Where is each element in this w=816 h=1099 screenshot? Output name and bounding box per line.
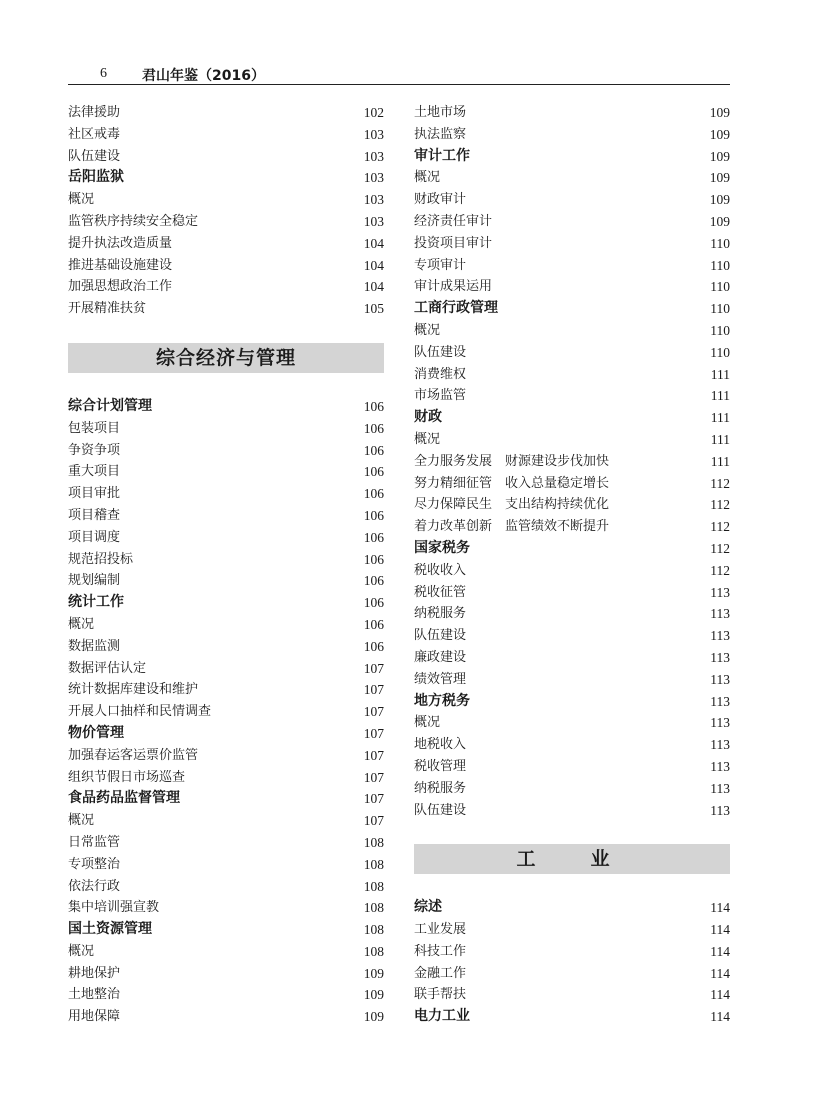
toc-entry-page: 105 (363, 301, 384, 317)
toc-entry-page: 110 (710, 301, 730, 317)
toc-entry-label: 法律援助 (68, 105, 121, 120)
toc-entry-page: 103 (363, 192, 384, 208)
toc-entry-label: 审计工作 (414, 147, 470, 164)
toc-entry-page: 106 (363, 638, 384, 654)
toc-entry-label: 社区戒毒 (68, 126, 121, 142)
toc-entry-label: 专项整治 (68, 856, 121, 872)
toc-entry (68, 189, 384, 211)
toc-entry (414, 647, 730, 669)
toc-entry-page: 109 (709, 213, 730, 229)
toc-entry (68, 963, 384, 985)
toc-entry-label: 电力工业 (414, 1008, 470, 1025)
toc-entry-page: 106 (363, 464, 384, 480)
toc-entry-page: 110 (710, 257, 730, 273)
toc-entry-label: 加强思想政治工作 (68, 279, 173, 295)
toc-entry (68, 1006, 384, 1028)
toc-entry (68, 124, 384, 146)
toc-entry-page: 113 (710, 649, 730, 665)
toc-section-heading (414, 146, 730, 168)
toc-entry-label: 纳税服务 (414, 780, 467, 796)
toc-entry-label: 食品药品监督管理 (68, 790, 180, 807)
toc-entry-page: 106 (363, 442, 384, 458)
toc-entry-label: 纳税服务 (414, 606, 467, 622)
toc-entry-label: 努力精细征管 收入总量稳定增长 (414, 475, 610, 491)
toc-entry-label: 队伍建设 (414, 628, 467, 644)
toc-entry (414, 364, 730, 386)
toc-entry-label: 项目调度 (68, 529, 121, 545)
toc-entry-page: 112 (710, 562, 730, 578)
toc-entry (414, 756, 730, 778)
toc-entry-label: 联手帮扶 (414, 987, 467, 1003)
book-title: 君山年鉴（2016） (142, 68, 265, 84)
toc-entry-page: 106 (363, 551, 384, 567)
toc-entry-label: 队伍建设 (414, 802, 467, 818)
toc-entry-label: 廉政建设 (414, 649, 467, 665)
toc-entry (414, 963, 730, 985)
toc-entry (68, 549, 384, 571)
toc-entry-page: 113 (710, 584, 730, 600)
toc-entry-label: 地方税务 (414, 692, 470, 709)
toc-entry (68, 984, 384, 1006)
toc-entry-label: 规范招投标 (68, 551, 134, 567)
toc-entry-label: 国家税务 (414, 539, 470, 556)
toc-entry-page: 107 (363, 791, 384, 807)
toc-entry-page: 107 (363, 813, 384, 829)
toc-entry (68, 614, 384, 636)
toc-entry-page: 111 (710, 366, 730, 382)
toc-entry-label: 队伍建设 (414, 344, 467, 360)
toc-entry-label: 工业发展 (414, 922, 467, 938)
toc-entry-label: 队伍建设 (68, 148, 121, 164)
toc-entry-page: 113 (710, 671, 730, 687)
toc-entry (414, 984, 730, 1006)
toc-entry-label: 全力服务发展 财源建设步伐加快 (414, 453, 610, 469)
toc-entry-label: 国土资源管理 (68, 921, 152, 938)
toc-entry-label: 概况 (414, 322, 441, 338)
toc-entry-label: 依法行政 (68, 878, 121, 894)
toc-entry (68, 745, 384, 767)
toc-section-heading (68, 919, 384, 941)
toc-entry (414, 919, 730, 941)
toc-entry-page: 109 (709, 170, 730, 186)
toc-entry-page: 112 (710, 540, 730, 556)
toc-entry (68, 897, 384, 919)
toc-entry-label: 消费维权 (414, 366, 467, 382)
toc-entry-label: 地税收入 (414, 737, 467, 753)
section-title-economy: 综合经济与管理 (68, 343, 384, 373)
toc-entry-page: 113 (710, 628, 730, 644)
toc-entry (414, 941, 730, 963)
toc-entry-page: 106 (363, 529, 384, 545)
toc-column-right (414, 102, 730, 1028)
toc-entry (414, 102, 730, 124)
toc-entry-page: 108 (363, 922, 384, 938)
toc-entry-page: 113 (710, 758, 730, 774)
toc-entry-page: 107 (363, 725, 384, 741)
toc-entry-page: 113 (710, 715, 730, 731)
toc-entry-label: 争资争项 (68, 442, 121, 458)
toc-entry-label: 概况 (414, 431, 441, 447)
toc-entry (68, 854, 384, 876)
toc-entry-page: 104 (363, 235, 384, 251)
toc-entry-page: 106 (363, 616, 384, 632)
toc-list-left-bottom (68, 396, 384, 1028)
toc-entry (414, 800, 730, 822)
toc-entry (414, 669, 730, 691)
toc-entry-label: 着力改革创新 监管绩效不断提升 (414, 519, 610, 535)
toc-entry (414, 320, 730, 342)
toc-entry-page: 104 (363, 257, 384, 273)
toc-entry-page: 112 (710, 475, 730, 491)
toc-entry-label: 执法监察 (414, 126, 467, 142)
toc-entry-page: 108 (363, 900, 384, 916)
toc-entry (68, 701, 384, 723)
toc-entry (414, 124, 730, 146)
toc-entry (68, 483, 384, 505)
toc-entry-page: 110 (710, 279, 730, 295)
toc-section-heading (414, 538, 730, 560)
toc-entry-label: 规划编制 (68, 573, 121, 589)
toc-entry-page: 108 (363, 834, 384, 850)
toc-entry (414, 625, 730, 647)
toc-entry (414, 516, 730, 538)
toc-entry-page: 113 (710, 693, 730, 709)
toc-entry-page: 109 (363, 1009, 384, 1025)
toc-entry-label: 市场监管 (414, 388, 467, 404)
toc-entry-page: 111 (710, 431, 730, 447)
toc-entry-label: 财政审计 (414, 192, 467, 208)
toc-entry-page: 114 (710, 922, 730, 938)
toc-entry (414, 582, 730, 604)
toc-entry-label: 岳阳监狱 (68, 169, 124, 186)
toc-entry (68, 146, 384, 168)
page-number: 6 (100, 66, 107, 81)
toc-entry-label: 概况 (68, 943, 95, 959)
toc-entry-page: 114 (710, 965, 730, 981)
toc-entry (414, 189, 730, 211)
toc-section-heading (414, 1006, 730, 1028)
toc-entry (68, 941, 384, 963)
toc-entry-label: 工商行政管理 (414, 300, 498, 317)
toc-entry (414, 211, 730, 233)
toc-entry (68, 810, 384, 832)
toc-entry-label: 绩效管理 (414, 671, 467, 687)
toc-entry-page: 114 (710, 943, 730, 959)
toc-entry-page: 113 (710, 737, 730, 753)
toc-entry-page: 106 (363, 595, 384, 611)
toc-entry-label: 综合计划管理 (68, 397, 152, 414)
toc-entry-page: 108 (363, 943, 384, 959)
toc-entry (414, 473, 730, 495)
toc-entry (414, 276, 730, 298)
toc-entry-page: 107 (363, 704, 384, 720)
toc-entry-page: 112 (710, 519, 730, 535)
toc-entry-label: 金融工作 (414, 965, 467, 981)
toc-entry-label: 数据监测 (68, 638, 121, 654)
toc-entry-page: 113 (710, 802, 730, 818)
toc-entry (68, 636, 384, 658)
toc-entry-label: 推进基础设施建设 (68, 257, 173, 273)
toc-entry-page: 111 (710, 453, 730, 469)
toc-entry (68, 102, 384, 124)
toc-entry (68, 767, 384, 789)
toc-entry (68, 679, 384, 701)
toc-entry (68, 233, 384, 255)
toc-entry (68, 298, 384, 320)
toc-entry-label: 加强春运客运票价监管 (68, 747, 199, 763)
toc-entry-label: 耕地保护 (68, 965, 121, 981)
toc-entry-page: 103 (363, 213, 384, 229)
toc-entry (414, 778, 730, 800)
toc-entry-page: 112 (710, 497, 730, 513)
running-header (68, 64, 730, 85)
toc-entry-page: 114 (710, 987, 730, 1003)
toc-entry-label: 集中培训强宣教 (68, 900, 160, 916)
toc-entry-page: 104 (363, 279, 384, 295)
toc-entry (414, 451, 730, 473)
toc-list-left-top (68, 102, 384, 320)
toc-section-heading (414, 691, 730, 713)
toc-section-heading (68, 396, 384, 418)
toc-entry (68, 276, 384, 298)
toc-entry-page: 106 (363, 507, 384, 523)
toc-entry-page: 106 (363, 398, 384, 414)
toc-entry-page: 106 (363, 573, 384, 589)
toc-entry-label: 概况 (414, 170, 441, 186)
toc-entry-label: 监管秩序持续安全稳定 (68, 213, 199, 229)
toc-entry (68, 440, 384, 462)
toc-entry-page: 111 (710, 410, 730, 426)
toc-entry-label: 土地整治 (68, 987, 121, 1003)
toc-entry (414, 255, 730, 277)
toc-entry (414, 233, 730, 255)
toc-list-right-bottom (414, 897, 730, 1028)
toc-entry-label: 包装项目 (68, 420, 121, 436)
toc-entry-label: 专项审计 (414, 257, 467, 273)
toc-entry-page: 111 (710, 388, 730, 404)
toc-entry-page: 109 (709, 126, 730, 142)
toc-entry-page: 110 (710, 344, 730, 360)
toc-entry-label: 财政 (414, 409, 442, 426)
toc-entry-label: 组织节假日市场巡查 (68, 769, 186, 785)
toc-entry-page: 109 (709, 192, 730, 208)
toc-entry-page: 113 (710, 780, 730, 796)
toc-entry-label: 用地保障 (68, 1009, 121, 1025)
toc-entry (414, 603, 730, 625)
toc-entry-page: 110 (710, 235, 730, 251)
toc-entry (68, 255, 384, 277)
toc-entry-page: 114 (710, 1009, 730, 1025)
toc-list-right-top (414, 102, 730, 821)
toc-entry-page: 107 (363, 769, 384, 785)
toc-entry (414, 712, 730, 734)
toc-entry-page: 108 (363, 856, 384, 872)
toc-section-heading (414, 298, 730, 320)
section-title-industry: 工 业 (414, 844, 730, 874)
toc-section-heading (68, 167, 384, 189)
toc-entry-label: 物价管理 (68, 724, 124, 741)
toc-entry-label: 开展精准扶贫 (68, 301, 147, 317)
toc-column-left (68, 102, 384, 1028)
toc-entry-label: 税收收入 (414, 562, 467, 578)
toc-entry-label: 提升执法改造质量 (68, 235, 173, 251)
toc-entry-label: 尽力保障民生 支出结构持续优化 (414, 497, 610, 513)
toc-entry-label: 项目稽查 (68, 507, 121, 523)
toc-entry-page: 113 (710, 606, 730, 622)
toc-entry (68, 570, 384, 592)
toc-entry-page: 106 (363, 420, 384, 436)
toc-entry-page: 102 (363, 105, 384, 120)
toc-entry-label: 税收管理 (414, 758, 467, 774)
toc-entry-label: 土地市场 (414, 105, 467, 120)
toc-entry-label: 概况 (68, 813, 95, 829)
toc-entry (68, 658, 384, 680)
toc-entry-label: 投资项目审计 (414, 235, 493, 251)
toc-entry (68, 211, 384, 233)
toc-entry-label: 数据评估认定 (68, 660, 147, 676)
toc-entry-label: 统计工作 (68, 594, 124, 611)
toc-entry (414, 167, 730, 189)
toc-entry-page: 106 (363, 486, 384, 502)
toc-entry (68, 527, 384, 549)
toc-entry-label: 项目审批 (68, 486, 121, 502)
toc-entry-page: 103 (363, 148, 384, 164)
toc-entry-page: 108 (363, 878, 384, 894)
toc-entry (68, 505, 384, 527)
toc-entry-page: 107 (363, 660, 384, 676)
toc-entry-page: 109 (363, 987, 384, 1003)
toc-entry-label: 概况 (414, 715, 441, 731)
toc-entry-page: 109 (709, 148, 730, 164)
toc-entry-label: 税收征管 (414, 584, 467, 600)
toc-section-heading (68, 723, 384, 745)
toc-entry (68, 418, 384, 440)
toc-entry (414, 734, 730, 756)
toc-entry-label: 日常监管 (68, 834, 121, 850)
toc-entry-label: 开展人口抽样和民情调查 (68, 704, 212, 720)
toc-entry-label: 概况 (68, 192, 95, 208)
toc-entry-page: 107 (363, 747, 384, 763)
toc-entry-label: 概况 (68, 616, 95, 632)
toc-section-heading (68, 592, 384, 614)
toc-section-heading (68, 788, 384, 810)
toc-entry-page: 103 (363, 126, 384, 142)
toc-entry-label: 科技工作 (414, 943, 467, 959)
toc-section-heading (414, 897, 730, 919)
toc-entry-page: 114 (710, 900, 730, 916)
toc-section-heading (414, 407, 730, 429)
toc-entry (414, 494, 730, 516)
toc-entry-page: 110 (710, 322, 730, 338)
toc-entry (68, 876, 384, 898)
toc-entry-label: 重大项目 (68, 464, 121, 480)
toc-entry-label: 统计数据库建设和维护 (68, 682, 199, 698)
toc-entry (414, 385, 730, 407)
toc-entry-label: 综述 (414, 899, 442, 916)
toc-entry-page: 109 (709, 105, 730, 120)
toc-entry-page: 107 (363, 682, 384, 698)
toc-entry (68, 832, 384, 854)
toc-entry-page: 103 (363, 170, 384, 186)
toc-entry (414, 429, 730, 451)
toc-entry (68, 461, 384, 483)
toc-entry-page: 109 (363, 965, 384, 981)
toc-entry (414, 560, 730, 582)
toc-entry-label: 审计成果运用 (414, 279, 493, 295)
toc-entry (414, 342, 730, 364)
toc-entry-label: 经济责任审计 (414, 213, 493, 229)
